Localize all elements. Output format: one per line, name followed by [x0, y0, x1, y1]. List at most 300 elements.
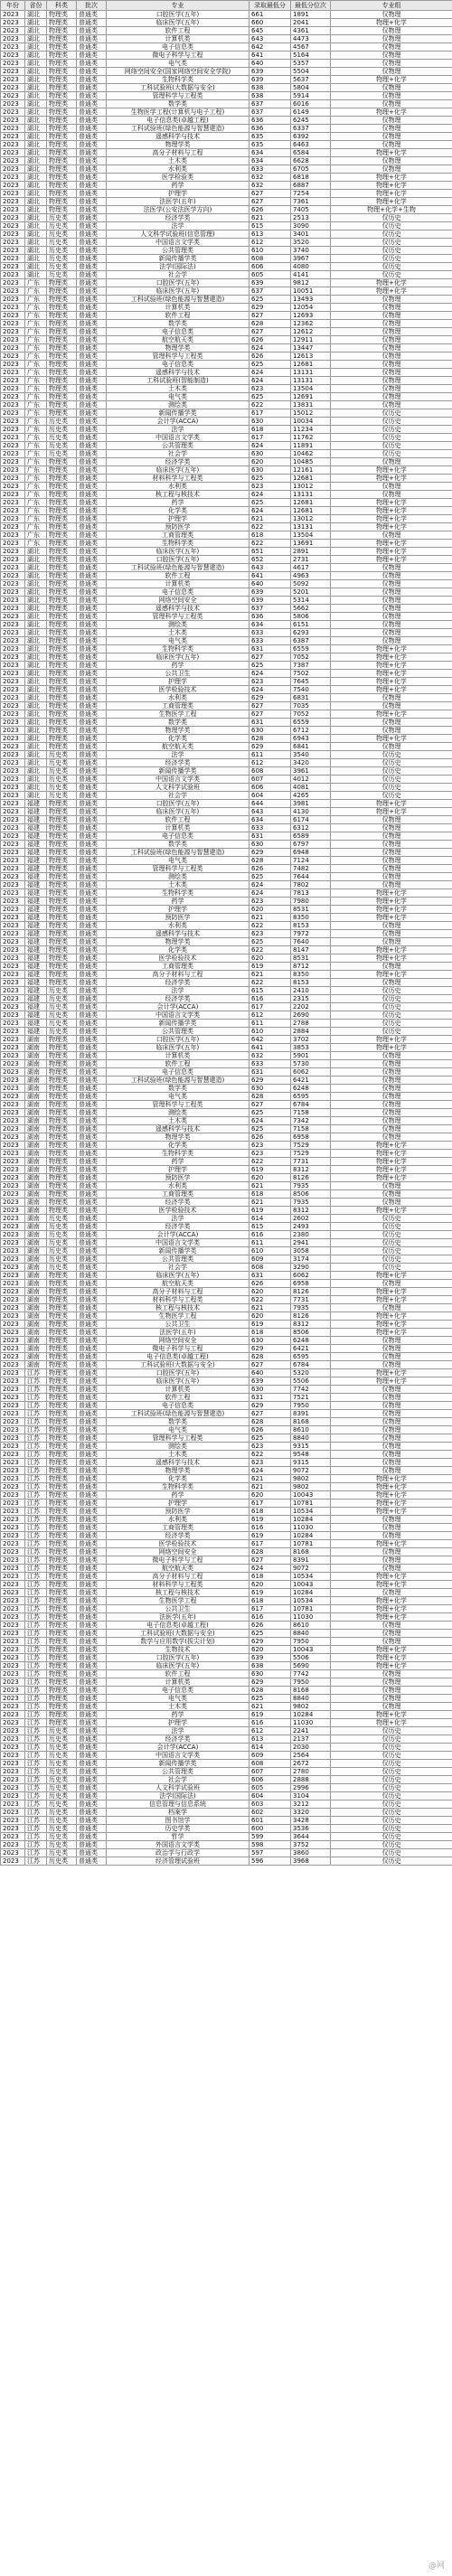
cell-batch: 普通类	[77, 133, 107, 141]
cell-min-rank: 6245	[291, 117, 331, 125]
cell-min-rank: 2241	[291, 1727, 331, 1735]
cell-major: 社会学	[107, 1776, 250, 1784]
cell-major: 生物科学类	[107, 889, 250, 898]
cell-year: 2023	[1, 954, 25, 963]
table-row	[1, 1288, 452, 1296]
cell-major: 人文科学试验班	[107, 1784, 250, 1792]
cell-batch: 普通类	[77, 507, 107, 515]
cell-province: 江苏	[25, 1670, 47, 1678]
cell-batch: 普通类	[77, 174, 107, 182]
cell-province: 广东	[25, 442, 47, 450]
cell-requirement: 仅物理	[331, 881, 452, 889]
cell-year: 2023	[1, 1174, 25, 1182]
cell-requirement: 仅历史	[331, 1223, 452, 1231]
table-row	[1, 35, 452, 43]
cell-subject: 历史类	[47, 1841, 77, 1849]
table-row	[1, 507, 452, 515]
table-row	[1, 401, 452, 409]
cell-major: 中国语言文学类	[107, 1752, 250, 1760]
cell-province: 福建	[25, 914, 47, 922]
cell-min-rank: 4361	[291, 27, 331, 35]
table-row	[1, 1085, 452, 1093]
cell-batch: 普通类	[77, 678, 107, 686]
cell-province: 湖北	[25, 702, 47, 710]
table-row	[1, 198, 452, 206]
cell-major: 护理学	[107, 1500, 250, 1508]
cell-batch: 普通类	[77, 1361, 107, 1369]
cell-min-score: 616	[250, 1231, 291, 1239]
cell-requirement: 仅物理	[331, 1459, 452, 1467]
cell-year: 2023	[1, 1117, 25, 1125]
table-header	[1, 1, 452, 11]
cell-year: 2023	[1, 491, 25, 499]
cell-requirement: 仅物理	[331, 1304, 452, 1312]
cell-subject: 历史类	[47, 442, 77, 450]
cell-requirement: 仅历史	[331, 426, 452, 434]
cell-subject: 历史类	[47, 1231, 77, 1239]
cell-province: 湖南	[25, 1174, 47, 1182]
cell-min-rank: 4141	[291, 271, 331, 279]
table-row	[1, 369, 452, 377]
cell-subject: 物理类	[47, 1182, 77, 1190]
cell-major: 法学	[107, 222, 250, 230]
table-row	[1, 1076, 452, 1085]
table-row	[1, 1247, 452, 1255]
cell-min-score: 606	[250, 784, 291, 792]
cell-subject: 物理类	[47, 1337, 77, 1345]
cell-batch: 普通类	[77, 1752, 107, 1760]
cell-requirement: 仅物理	[331, 35, 452, 43]
cell-requirement: 物理+化学	[331, 1654, 452, 1662]
cell-year: 2023	[1, 385, 25, 393]
cell-subject: 物理类	[47, 832, 77, 841]
cell-min-score: 617	[250, 409, 291, 418]
cell-requirement: 物理+化学	[331, 971, 452, 979]
cell-year: 2023	[1, 548, 25, 556]
cell-province: 广东	[25, 401, 47, 409]
cell-major: 医学检验技术	[107, 954, 250, 963]
cell-min-rank: 2137	[291, 1735, 331, 1744]
cell-min-rank: 10534	[291, 1508, 331, 1516]
cell-major: 土木类	[107, 1117, 250, 1125]
table-row	[1, 1776, 452, 1784]
cell-year: 2023	[1, 1255, 25, 1264]
cell-min-rank: 7972	[291, 930, 331, 938]
cell-min-score: 627	[250, 1361, 291, 1369]
cell-requirement: 仅历史	[331, 987, 452, 995]
cell-min-score: 623	[250, 385, 291, 393]
cell-min-score: 624	[250, 491, 291, 499]
cell-requirement: 仅物理	[331, 588, 452, 597]
cell-min-score: 643	[250, 564, 291, 572]
cell-province: 湖北	[25, 751, 47, 759]
table-row	[1, 385, 452, 393]
cell-min-score: 626	[250, 353, 291, 361]
cell-year: 2023	[1, 523, 25, 531]
table-row	[1, 645, 452, 653]
cell-min-score: 628	[250, 320, 291, 328]
cell-province: 湖南	[25, 1142, 47, 1150]
cell-min-rank: 8153	[291, 922, 331, 930]
cell-province: 湖南	[25, 1044, 47, 1052]
cell-subject: 历史类	[47, 1744, 77, 1752]
cell-year: 2023	[1, 1768, 25, 1776]
cell-subject: 物理类	[47, 1581, 77, 1589]
cell-major: 法学(国际法)	[107, 1792, 250, 1800]
cell-requirement: 仅历史	[331, 1028, 452, 1036]
table-row	[1, 1199, 452, 1207]
cell-major: 临床医学(五年)	[107, 1662, 250, 1670]
cell-batch: 普通类	[77, 564, 107, 572]
cell-subject: 物理类	[47, 1369, 77, 1377]
cell-batch: 普通类	[77, 1857, 107, 1866]
cell-year: 2023	[1, 450, 25, 458]
cell-province: 湖北	[25, 76, 47, 84]
cell-batch: 普通类	[77, 1809, 107, 1817]
cell-min-rank: 4265	[291, 792, 331, 800]
cell-province: 江苏	[25, 1410, 47, 1418]
cell-min-score: 638	[250, 1662, 291, 1670]
cell-batch: 普通类	[77, 1003, 107, 1011]
cell-requirement: 物理+化学	[331, 1483, 452, 1491]
cell-batch: 普通类	[77, 1117, 107, 1125]
cell-province: 广东	[25, 523, 47, 531]
table-row	[1, 287, 452, 296]
cell-major: 航空航天类	[107, 1280, 250, 1288]
table-row	[1, 165, 452, 174]
table-row	[1, 1711, 452, 1719]
cell-batch: 普通类	[77, 458, 107, 466]
cell-subject: 物理类	[47, 1589, 77, 1597]
cell-major: 核工程与核技术	[107, 1589, 250, 1597]
cell-batch: 普通类	[77, 1345, 107, 1353]
cell-min-score: 625	[250, 475, 291, 483]
cell-year: 2023	[1, 1833, 25, 1841]
table-row	[1, 1678, 452, 1687]
table-row	[1, 279, 452, 287]
cell-year: 2023	[1, 92, 25, 100]
cell-year: 2023	[1, 914, 25, 922]
cell-min-score: 652	[250, 556, 291, 564]
cell-batch: 普通类	[77, 377, 107, 385]
cell-min-score: 621	[250, 1703, 291, 1711]
cell-requirement: 物理+化学	[331, 1150, 452, 1158]
cell-subject: 物理类	[47, 133, 77, 141]
cell-subject: 物理类	[47, 963, 77, 971]
cell-min-rank: 8168	[291, 1418, 331, 1426]
cell-major: 经济管理试验班	[107, 1857, 250, 1866]
cell-requirement: 仅物理	[331, 873, 452, 881]
cell-requirement: 物理+化学	[331, 1377, 452, 1386]
cell-batch: 普通类	[77, 727, 107, 735]
table-row	[1, 361, 452, 369]
cell-province: 福建	[25, 1011, 47, 1020]
cell-major: 电气类	[107, 857, 250, 865]
cell-min-score: 618	[250, 1573, 291, 1581]
header-requirement: 专业组	[331, 1, 452, 11]
cell-year: 2023	[1, 1662, 25, 1670]
cell-subject: 物理类	[47, 1150, 77, 1158]
cell-batch: 普通类	[77, 1158, 107, 1166]
cell-min-rank: 6784	[291, 1361, 331, 1369]
cell-batch: 普通类	[77, 1166, 107, 1174]
cell-batch: 普通类	[77, 1109, 107, 1117]
cell-min-score: 602	[250, 1809, 291, 1817]
cell-requirement: 仅物理	[331, 1093, 452, 1101]
cell-province: 江苏	[25, 1589, 47, 1597]
cell-province: 湖南	[25, 1223, 47, 1231]
cell-min-score: 640	[250, 580, 291, 588]
cell-year: 2023	[1, 686, 25, 694]
cell-province: 湖北	[25, 68, 47, 76]
table-row	[1, 157, 452, 165]
cell-batch: 普通类	[77, 76, 107, 84]
cell-province: 江苏	[25, 1369, 47, 1377]
cell-batch: 普通类	[77, 125, 107, 133]
cell-province: 湖北	[25, 35, 47, 43]
cell-subject: 物理类	[47, 735, 77, 743]
cell-min-rank: 2602	[291, 1215, 331, 1223]
cell-batch: 普通类	[77, 1687, 107, 1695]
cell-min-rank: 4012	[291, 776, 331, 784]
cell-min-score: 618	[250, 1329, 291, 1337]
cell-requirement: 仅物理	[331, 1076, 452, 1085]
cell-major: 法医学(五年)	[107, 1329, 250, 1337]
cell-major: 化学类	[107, 946, 250, 954]
cell-min-rank: 7405	[291, 206, 331, 214]
cell-major: 软件工程	[107, 1670, 250, 1678]
cell-year: 2023	[1, 784, 25, 792]
cell-batch: 普通类	[77, 434, 107, 442]
cell-province: 广东	[25, 361, 47, 369]
cell-major: 高分子材料与工程	[107, 1573, 250, 1581]
cell-year: 2023	[1, 157, 25, 165]
cell-min-score: 625	[250, 938, 291, 946]
cell-province: 广东	[25, 344, 47, 353]
cell-batch: 普通类	[77, 52, 107, 60]
cell-year: 2023	[1, 637, 25, 645]
cell-batch: 普通类	[77, 1312, 107, 1321]
cell-province: 江苏	[25, 1817, 47, 1825]
cell-year: 2023	[1, 1800, 25, 1809]
cell-subject: 物理类	[47, 1451, 77, 1459]
cell-subject: 物理类	[47, 702, 77, 710]
table-row	[1, 1646, 452, 1654]
cell-province: 江苏	[25, 1516, 47, 1524]
cell-major: 软件工程	[107, 1394, 250, 1402]
cell-batch: 普通类	[77, 605, 107, 613]
cell-min-rank: 6887	[291, 182, 331, 190]
cell-min-score: 629	[250, 1345, 291, 1353]
cell-requirement: 仅物理	[331, 832, 452, 841]
cell-year: 2023	[1, 662, 25, 670]
cell-batch: 普通类	[77, 1784, 107, 1792]
cell-batch: 普通类	[77, 719, 107, 727]
cell-province: 湖南	[25, 1109, 47, 1117]
cell-year: 2023	[1, 475, 25, 483]
cell-subject: 物理类	[47, 1402, 77, 1410]
cell-min-rank: 7361	[291, 198, 331, 206]
table-row	[1, 1548, 452, 1556]
cell-min-rank: 8153	[291, 979, 331, 987]
cell-major: 经济学类	[107, 979, 250, 987]
cell-major: 计算机类	[107, 580, 250, 588]
cell-province: 湖北	[25, 206, 47, 214]
cell-min-score: 629	[250, 304, 291, 312]
cell-batch: 普通类	[77, 328, 107, 336]
table-row	[1, 784, 452, 792]
table-row	[1, 247, 452, 255]
table-row	[1, 1654, 452, 1662]
cell-subject: 物理类	[47, 653, 77, 662]
cell-province: 湖北	[25, 190, 47, 198]
cell-min-score: 629	[250, 743, 291, 751]
cell-min-rank: 5806	[291, 613, 331, 621]
cell-major: 中国语言文学类	[107, 776, 250, 784]
cell-requirement: 仅物理	[331, 1426, 452, 1434]
cell-min-rank: 2672	[291, 1760, 331, 1768]
cell-province: 湖北	[25, 613, 47, 621]
cell-min-score: 639	[250, 1654, 291, 1662]
cell-min-score: 639	[250, 588, 291, 597]
cell-batch: 普通类	[77, 1800, 107, 1809]
cell-major: 医学检验技术	[107, 1540, 250, 1548]
cell-min-rank: 2788	[291, 1020, 331, 1028]
cell-batch: 普通类	[77, 1133, 107, 1142]
table-row	[1, 906, 452, 914]
cell-requirement: 物理+化学	[331, 1036, 452, 1044]
cell-min-rank: 3536	[291, 1825, 331, 1833]
cell-major: 核工程与核技术	[107, 1304, 250, 1312]
cell-batch: 普通类	[77, 1142, 107, 1150]
cell-min-rank: 10043	[291, 1491, 331, 1500]
cell-min-rank: 3401	[291, 230, 331, 239]
cell-major: 材料科学与工程类	[107, 475, 250, 483]
cell-min-score: 621	[250, 214, 291, 222]
cell-min-score: 633	[250, 165, 291, 174]
cell-batch: 普通类	[77, 1825, 107, 1833]
cell-subject: 物理类	[47, 564, 77, 572]
cell-batch: 普通类	[77, 68, 107, 76]
table-row	[1, 1321, 452, 1329]
cell-major: 生物技术	[107, 1646, 250, 1654]
cell-min-score: 609	[250, 1752, 291, 1760]
cell-min-score: 629	[250, 694, 291, 702]
cell-min-rank: 9072	[291, 1565, 331, 1573]
cell-year: 2023	[1, 1264, 25, 1272]
cell-subject: 历史类	[47, 247, 77, 255]
cell-batch: 普通类	[77, 1207, 107, 1215]
table-row	[1, 1377, 452, 1386]
table-row	[1, 1841, 452, 1849]
table-row	[1, 475, 452, 483]
cell-major: 软件工程	[107, 27, 250, 35]
cell-requirement: 仅物理	[331, 1361, 452, 1369]
cell-min-score: 618	[250, 1190, 291, 1199]
cell-major: 会计学(ACCA)	[107, 1744, 250, 1752]
table-row	[1, 629, 452, 637]
cell-year: 2023	[1, 1817, 25, 1825]
cell-min-score: 628	[250, 1548, 291, 1556]
cell-year: 2023	[1, 832, 25, 841]
cell-major: 公共管理类	[107, 1768, 250, 1776]
table-row	[1, 987, 452, 995]
cell-requirement: 仅历史	[331, 409, 452, 418]
cell-year: 2023	[1, 1735, 25, 1744]
cell-batch: 普通类	[77, 857, 107, 865]
cell-year: 2023	[1, 776, 25, 784]
table-row	[1, 125, 452, 133]
cell-min-rank: 7645	[291, 678, 331, 686]
table-row	[1, 255, 452, 263]
cell-major: 新闻传播学类	[107, 1020, 250, 1028]
cell-batch: 普通类	[77, 296, 107, 304]
cell-year: 2023	[1, 1028, 25, 1036]
cell-batch: 普通类	[77, 1833, 107, 1841]
table-row	[1, 1109, 452, 1117]
cell-min-score: 631	[250, 1272, 291, 1280]
table-row	[1, 873, 452, 881]
cell-requirement: 仅物理	[331, 1516, 452, 1524]
cell-requirement: 仅历史	[331, 767, 452, 776]
cell-subject: 物理类	[47, 401, 77, 409]
table-row	[1, 523, 452, 531]
table-row	[1, 1581, 452, 1589]
cell-batch: 普通类	[77, 287, 107, 296]
cell-requirement: 仅物理	[331, 1589, 452, 1597]
cell-min-score: 644	[250, 800, 291, 808]
cell-province: 江苏	[25, 1402, 47, 1410]
table-row	[1, 1150, 452, 1158]
cell-province: 江苏	[25, 1776, 47, 1784]
cell-min-rank: 7644	[291, 873, 331, 881]
cell-major: 管理科学与工程类	[107, 613, 250, 621]
cell-province: 江苏	[25, 1630, 47, 1638]
cell-subject: 物理类	[47, 1060, 77, 1068]
table-row	[1, 743, 452, 751]
cell-requirement: 仅物理	[331, 1451, 452, 1459]
cell-year: 2023	[1, 499, 25, 507]
cell-subject: 历史类	[47, 271, 77, 279]
cell-min-rank: 8168	[291, 1687, 331, 1695]
table-row	[1, 43, 452, 52]
cell-batch: 普通类	[77, 1125, 107, 1133]
cell-subject: 物理类	[47, 1280, 77, 1288]
cell-province: 广东	[25, 458, 47, 466]
cell-year: 2023	[1, 19, 25, 27]
header-min-score: 录取最低分	[250, 1, 291, 11]
cell-subject: 物理类	[47, 930, 77, 938]
cell-requirement: 仅物理	[331, 369, 452, 377]
cell-batch: 普通类	[77, 1353, 107, 1361]
cell-min-score: 639	[250, 1377, 291, 1386]
cell-min-score: 637	[250, 108, 291, 117]
cell-province: 湖北	[25, 662, 47, 670]
table-row	[1, 60, 452, 68]
cell-batch: 普通类	[77, 1540, 107, 1548]
cell-province: 湖北	[25, 141, 47, 149]
table-row	[1, 564, 452, 572]
cell-requirement: 仅物理	[331, 483, 452, 491]
cell-province: 湖南	[25, 1215, 47, 1223]
cell-min-score: 627	[250, 653, 291, 662]
cell-province: 福建	[25, 930, 47, 938]
cell-major: 工科试验班(大数据与安全)	[107, 1630, 250, 1638]
table-row	[1, 1394, 452, 1402]
cell-major: 公共管理类	[107, 1255, 250, 1264]
table-row	[1, 27, 452, 35]
cell-province: 江苏	[25, 1443, 47, 1451]
